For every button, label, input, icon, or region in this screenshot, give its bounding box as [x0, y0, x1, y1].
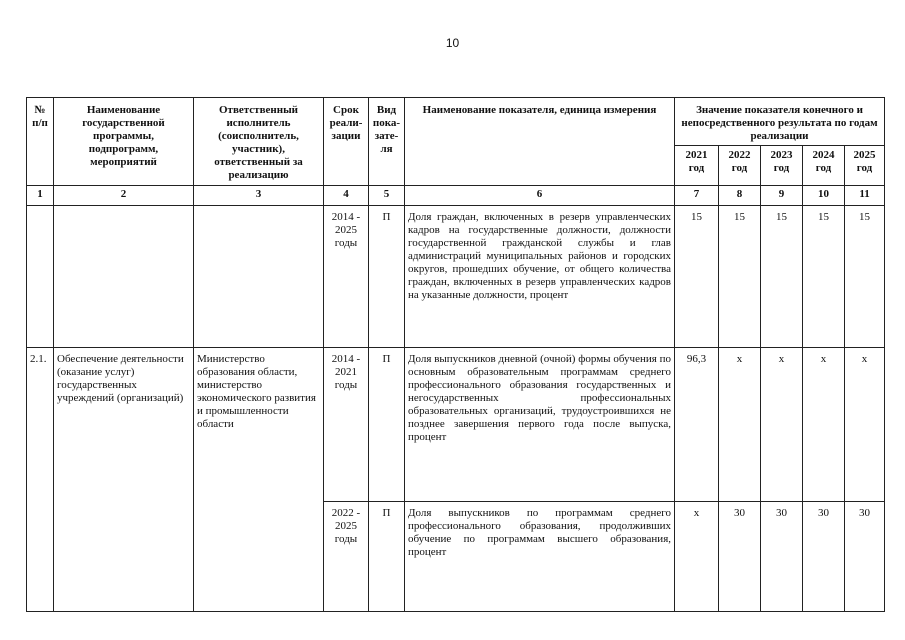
row-name: [54, 206, 194, 348]
colnum-1: 1: [27, 186, 54, 206]
row-value-2024: x: [803, 348, 845, 502]
page-number: 10: [445, 36, 460, 50]
header-num: № п/п: [27, 98, 54, 186]
row-term: 2014 - 2025 годы: [324, 206, 369, 348]
row-value-2021: 15: [675, 206, 719, 348]
header-year-2025: 2025 год: [845, 146, 885, 186]
row-type: П: [369, 348, 405, 502]
row-executor: [194, 206, 324, 348]
header-year-2022: 2022 год: [719, 146, 761, 186]
header-indicator: Наименование показателя, единица измерения: [405, 98, 675, 186]
colnum-9: 9: [761, 186, 803, 206]
table-row: [27, 206, 885, 348]
row-type: П: [369, 206, 405, 348]
header-year-2024: 2024 год: [803, 146, 845, 186]
header-name: Наименование государственной программы, подпрограмм, мероприятий: [54, 98, 194, 186]
colnum-3: 3: [194, 186, 324, 206]
colnum-7: 7: [675, 186, 719, 206]
colnum-4: 4: [324, 186, 369, 206]
colnum-5: 5: [369, 186, 405, 206]
header-type: Вид пока-зате-ля: [369, 98, 405, 186]
row-value-2022: 15: [719, 206, 761, 348]
row-value-2022: 30: [719, 502, 761, 612]
row-value-2025: x: [845, 348, 885, 502]
row-value-2021: 96,3: [675, 348, 719, 502]
row-value-2022: x: [719, 348, 761, 502]
colnum-2: 2: [54, 186, 194, 206]
table-row: [27, 348, 885, 502]
indicators-table: [26, 97, 885, 612]
row-value-2023: 15: [761, 206, 803, 348]
colnum-10: 10: [803, 186, 845, 206]
row-value-2025: 30: [845, 502, 885, 612]
column-numbers-row: [27, 186, 885, 206]
header-year-2023: 2023 год: [761, 146, 803, 186]
row-num: [27, 206, 54, 348]
colnum-8: 8: [719, 186, 761, 206]
row-name: Обеспечение деятельности (оказание услуг) государственных учреждений (организаций): [54, 348, 194, 612]
row-term: 2022 - 2025 годы: [324, 502, 369, 612]
row-value-2024: 30: [803, 502, 845, 612]
header-row: [27, 98, 885, 146]
row-value-2025: 15: [845, 206, 885, 348]
row-executor: Министерство образования области, министерство экономического развития и промышленности области: [194, 348, 324, 612]
colnum-11: 11: [845, 186, 885, 206]
row-value-2024: 15: [803, 206, 845, 348]
row-type: П: [369, 502, 405, 612]
row-indicator: Доля граждан, включенных в резерв управленческих кадров на государственные должности, должности государственной гражданской службы и глав администраций муниципальных районов и городских округов, прошедших обучение, от общего количества граждан, включенных в резерв управленческих кадров на указанные должности, процент: [405, 206, 675, 348]
header-executor: Ответственный исполнитель (соисполнитель, участник), ответственный за реализацию: [194, 98, 324, 186]
row-num: 2.1.: [27, 348, 54, 612]
row-term: 2014 - 2021 годы: [324, 348, 369, 502]
row-value-2021: x: [675, 502, 719, 612]
header-year-2021: 2021 год: [675, 146, 719, 186]
header-values-group: Значение показателя конечного и непосредственного результата по годам реализации: [675, 98, 885, 146]
row-indicator: Доля выпускников по программам среднего профессионального образования, продолживших обучение по программам высшего образования, процент: [405, 502, 675, 612]
colnum-6: 6: [405, 186, 675, 206]
row-value-2023: 30: [761, 502, 803, 612]
header-term: Срок реали-зации: [324, 98, 369, 186]
row-indicator: Доля выпускников дневной (очной) формы обучения по основным образовательным программам среднего профессионального образования государственных и негосударственных профессиональных образовательных организаций, трудоустроившихся не позднее завершения первого года после выпуска, процент: [405, 348, 675, 502]
row-value-2023: x: [761, 348, 803, 502]
